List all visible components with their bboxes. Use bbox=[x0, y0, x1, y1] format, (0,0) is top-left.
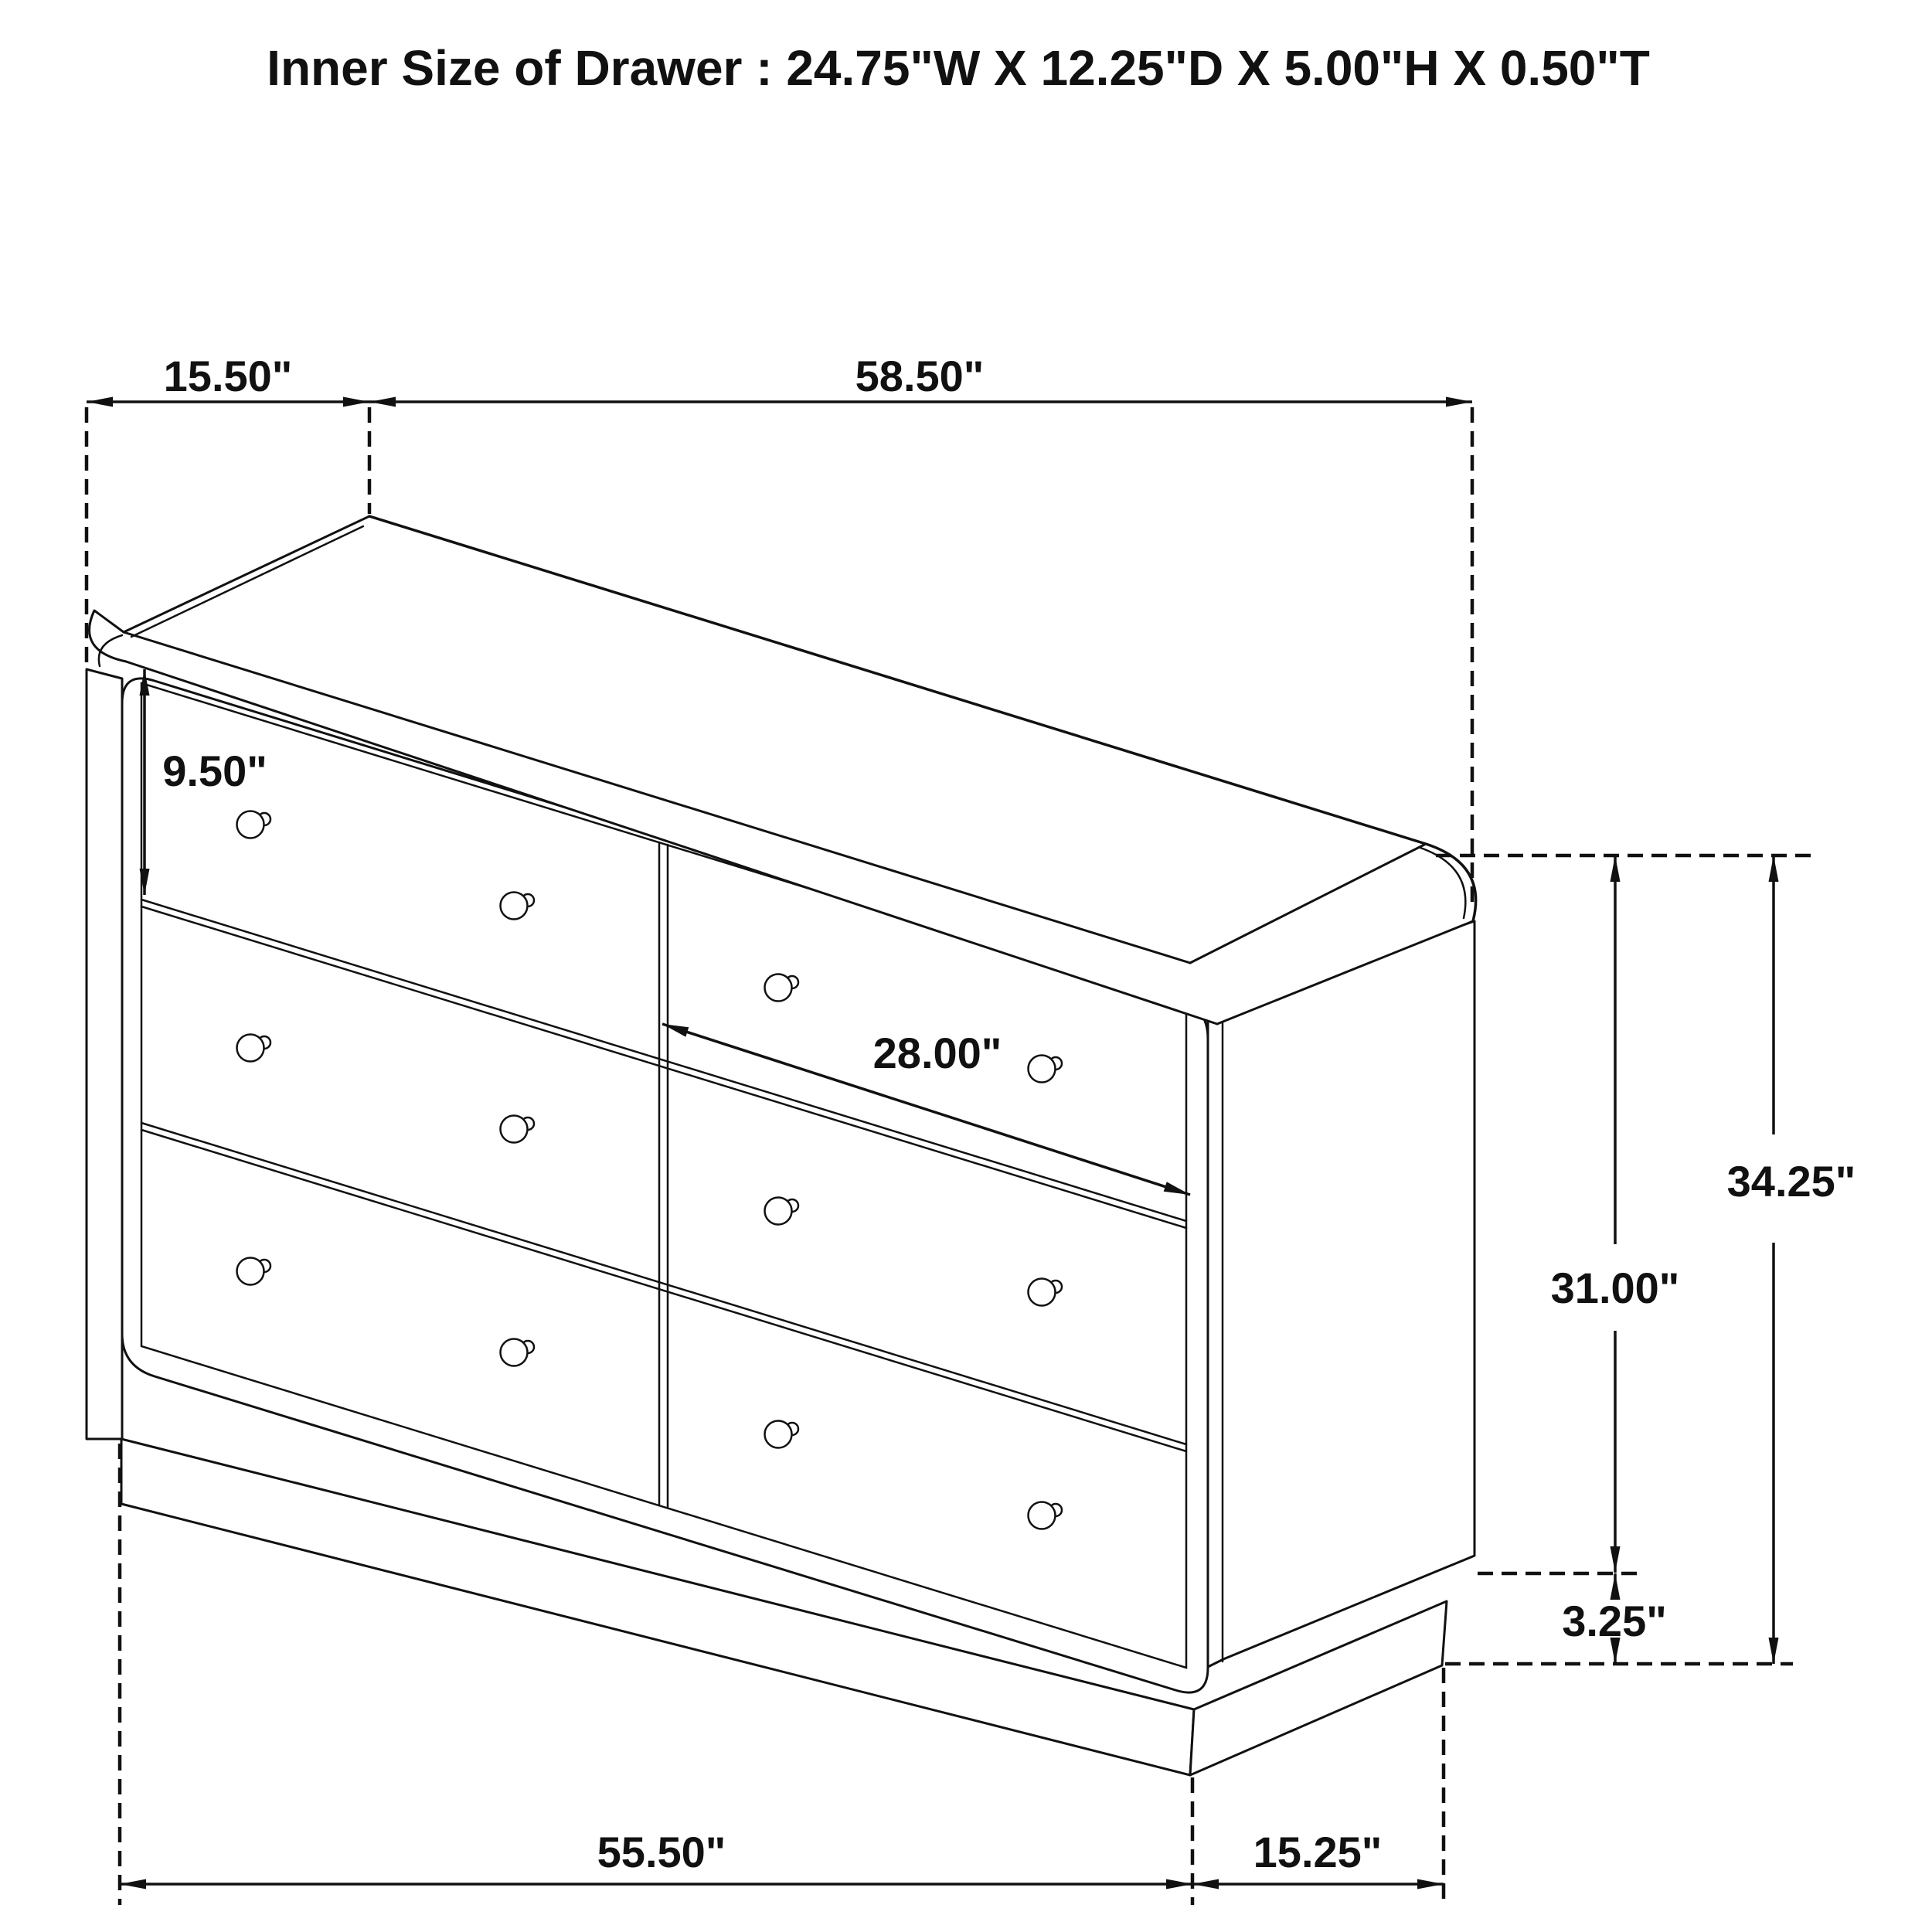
right-side-panel bbox=[1208, 921, 1475, 1667]
dim-label-drawer-front-height: 9.50" bbox=[162, 747, 267, 795]
dim-label-drawer-inner-width: 28.00" bbox=[872, 1029, 1002, 1077]
dimension-bottom bbox=[120, 1828, 1444, 1889]
dimension-body-height bbox=[1551, 855, 1680, 1573]
dim-label-base-front-width: 55.50" bbox=[597, 1828, 726, 1876]
dim-label-body-height: 31.00" bbox=[1550, 1264, 1680, 1312]
dimension-top-depth bbox=[87, 352, 1472, 407]
page-title: Inner Size of Drawer : 24.75"W X 12.25"D X 5.00"H X 0.50"T bbox=[267, 40, 1650, 96]
dimension-base-height bbox=[1562, 1573, 1667, 1664]
dim-label-base-side-depth: 15.25" bbox=[1253, 1828, 1383, 1876]
dim-label-top-depth: 15.50" bbox=[163, 352, 293, 400]
left-side-strip bbox=[87, 669, 122, 1439]
dimension-total-height bbox=[1727, 855, 1856, 1664]
dim-label-top-width: 58.50" bbox=[855, 352, 985, 400]
dim-label-total-height: 34.25" bbox=[1726, 1157, 1856, 1206]
dim-label-base-height: 3.25" bbox=[1562, 1597, 1667, 1645]
